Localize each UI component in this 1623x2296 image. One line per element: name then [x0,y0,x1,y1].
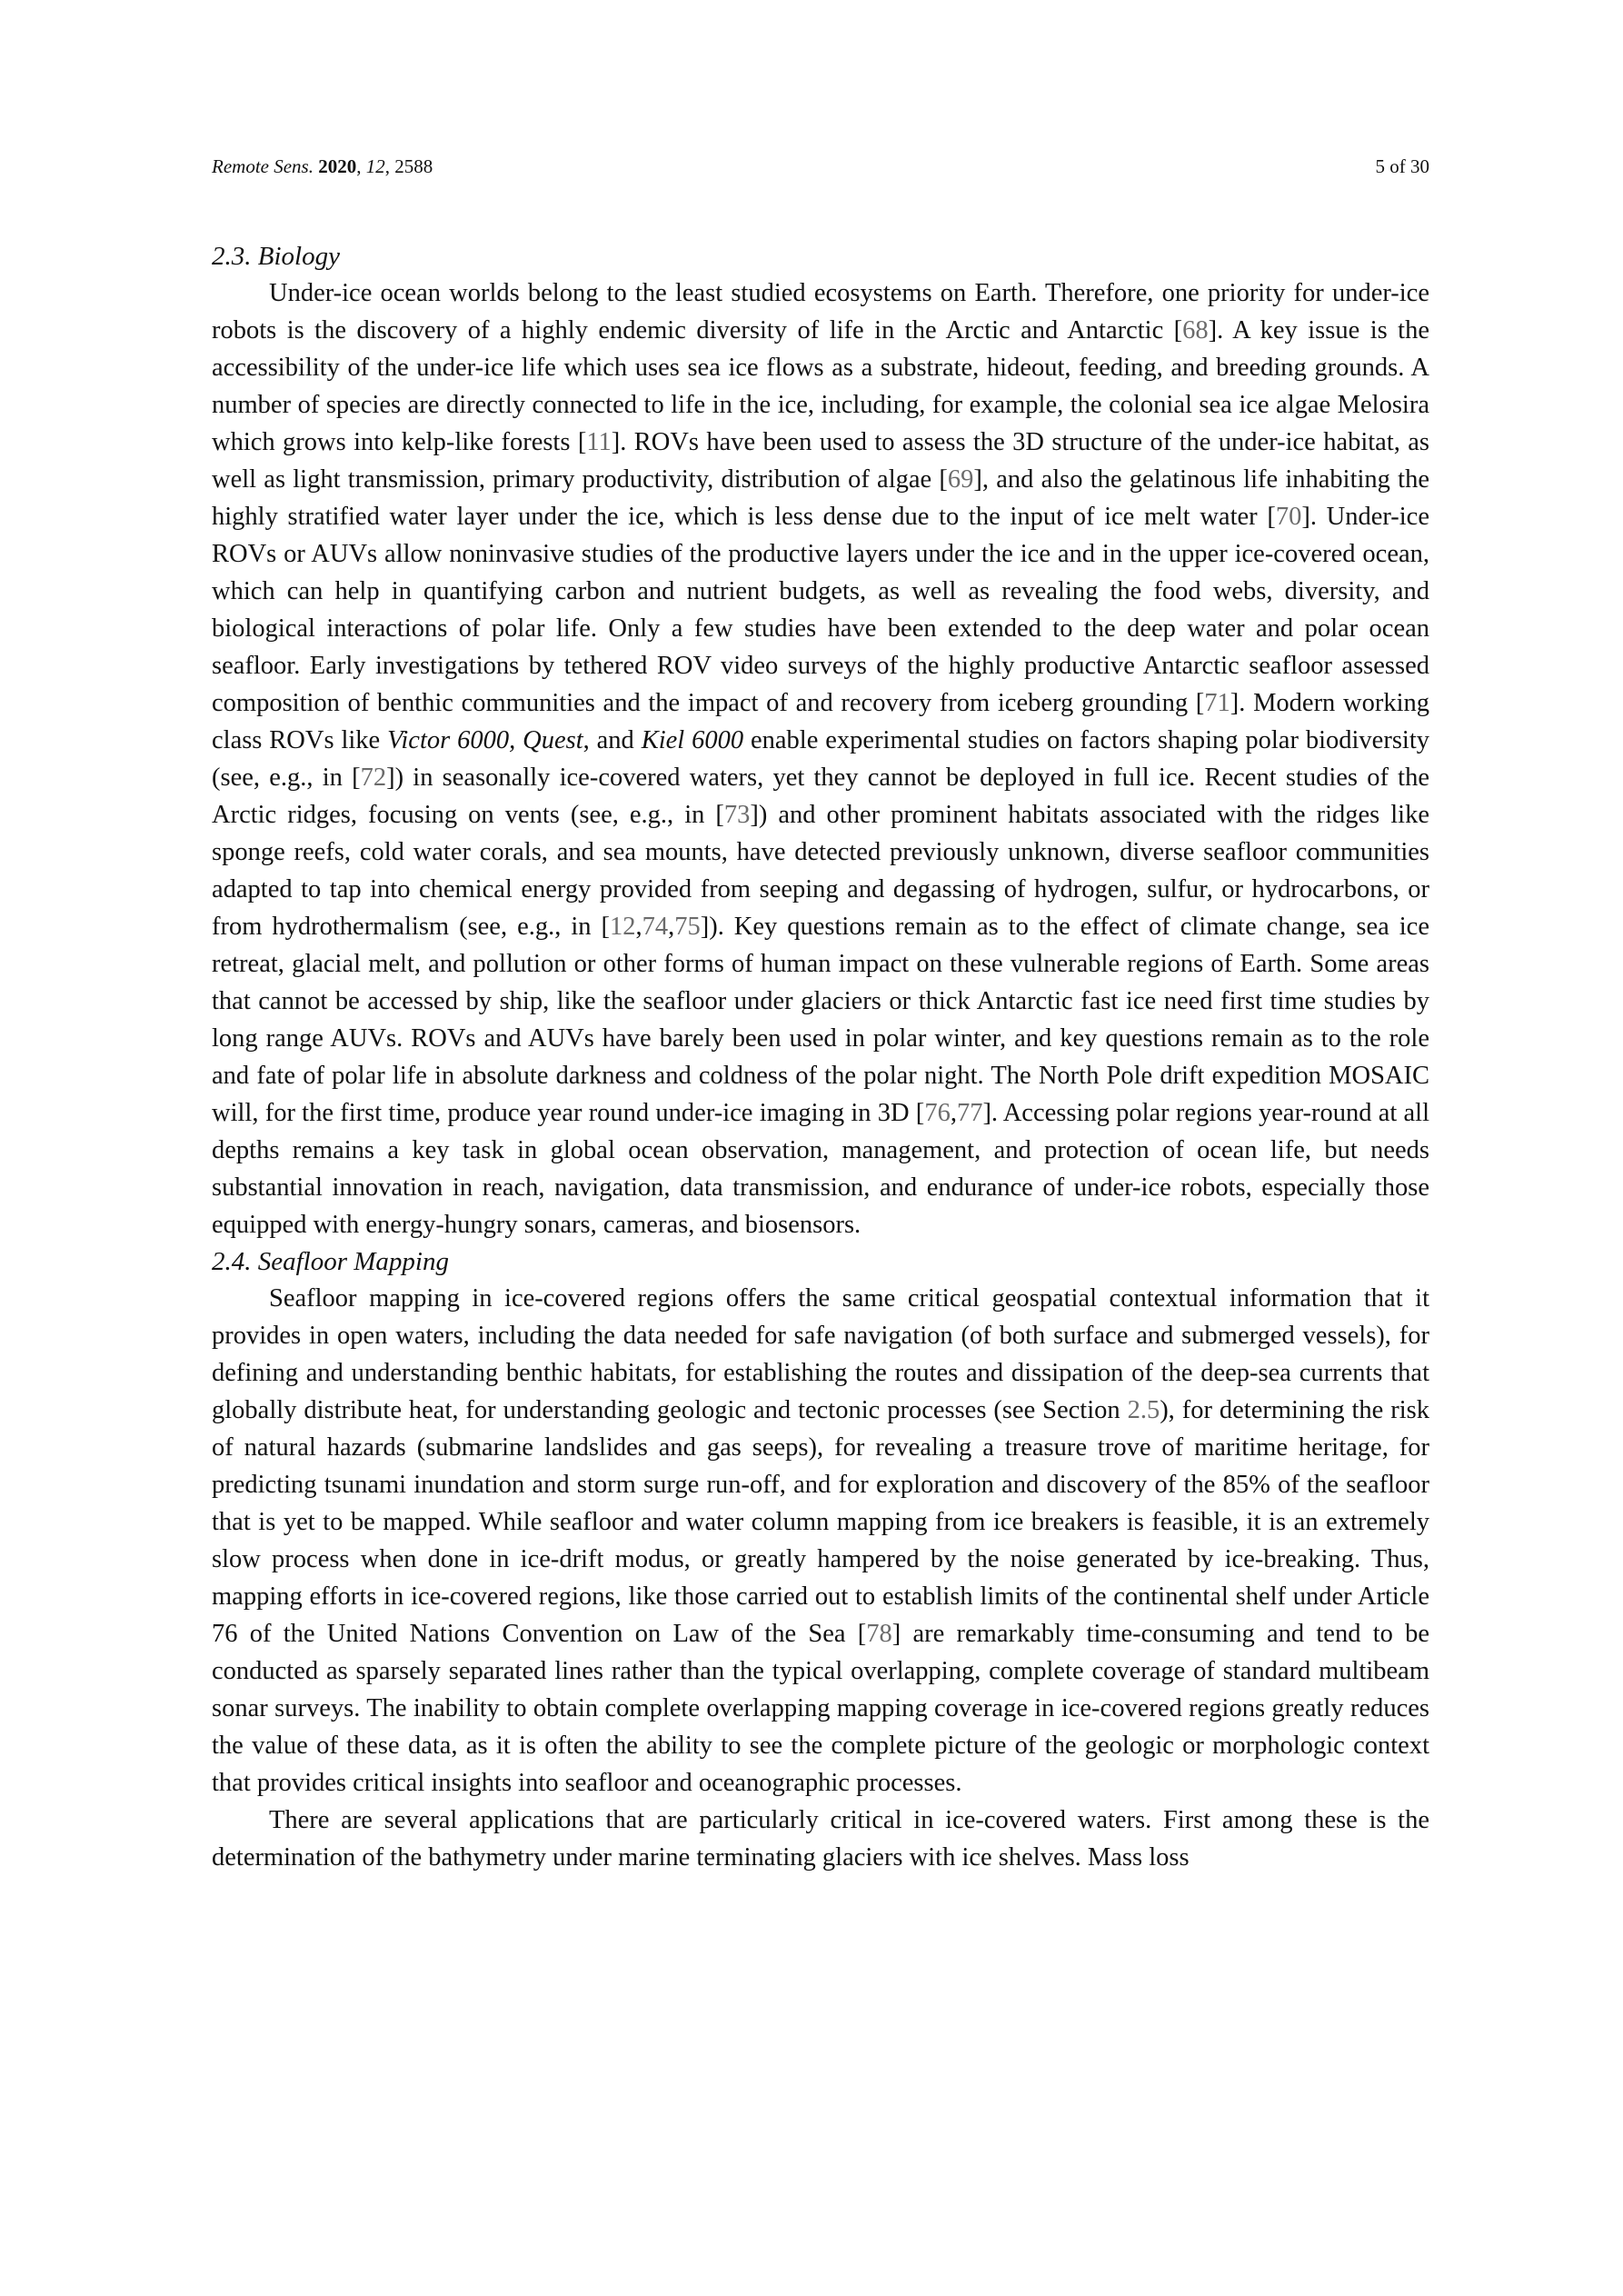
text-span: ]. Accessing polar regions year-round at all depths remains a key task in global ocean observation, management, and protection of ocean life, but needs substantial innovation in reach, navigation, data transmission, and endurance of under-ice robots, especially those equipped with energy-hungry sonars, cameras, and biosensors. [212,1099,1430,1239]
section-heading-seafloor-mapping: 2.4. Seafloor Mapping [212,1247,449,1276]
citation-link[interactable]: 70 [1275,503,1302,531]
journal-citation: Remote Sens. 2020, 12, 2588 [212,155,433,177]
biology-paragraph [212,275,1429,1243]
citation-link[interactable]: 74 [642,913,669,941]
text-span: ]) and other prominent habitats associated with the ridges like sponge reefs, cold water corals, and sea mounts, have detected previously unknown, diverse seafloor communities adapted to tap into chemical energy provided from seeping and degassing of hydrogen, sulfur, or hydrocarbons, or from hydrothermalism (see, e.g., in [ [212,801,1430,941]
journal-year: 2020 [318,155,357,177]
journal-volume: 12 [365,155,385,177]
text-span: enable experimental studies on factors shaping polar biodiversity (see, e.g., in [ [212,726,1429,792]
text-span: ]. Under-ice ROVs or AUVs allow noninvasive studies of the productive layers under the ice and in the upper ice-covered ocean, which can help in quantifying carbon and nutrient budgets, as well as revealing the food webs, diversity, and biological interactions of polar life. Only a few studies have been extended to the deep water and polar ocean seafloor. Early investigations by tethered ROV video surveys of the highly productive Antarctic seafloor assessed composition of benthic communities and the impact of and recovery from iceberg grounding [ [212,503,1429,717]
text-span: ]). Key questions remain as to the effect of climate change, sea ice retreat, glacial melt, and pollution or other forms of human impact on these vulnerable regions of Earth. Some areas that cannot be accessed by ship, like the seafloor under glaciers or thick Antarctic fast ice need first time studies by long range AUVs. ROVs and AUVs have barely been used in polar winter, and key questions remain as to the role and fate of polar life in absolute darkness and coldness of the polar night. The North Pole drift expedition MOSAIC will, for the first time, produce year round under-ice imaging in 3D [ [212,913,1429,1127]
citation-link[interactable]: 69 [947,465,974,494]
section-heading-biology: 2.3. Biology [212,242,340,271]
citation-link[interactable]: 76 [924,1099,951,1127]
citation-link[interactable]: 73 [723,801,751,829]
journal-name: Remote Sens. [212,155,314,177]
citation-link[interactable]: 78 [866,1620,892,1648]
section-link[interactable]: 2.5 [1127,1396,1160,1424]
citation-link[interactable]: 77 [956,1099,983,1127]
citation-link[interactable]: 68 [1182,316,1209,344]
seafloor-paragraph-2 [212,1802,1429,1876]
article-body [212,238,1429,1876]
text-span: ), for determining the risk of natural hazards (submarine landslides and gas seeps), for revealing a treasure trove of maritime heritage, for predicting tsunami inundation and storm surge run-off, and for exploration and discovery of the 85% of the seafloor that is yet to be mapped. While seafloor and water column mapping from ice breakers is feasible, it is an extremely slow process when done in ice-drift modus, or greatly hampered by the noise generated by ice-breaking. Thus, mapping efforts in ice-covered regions, like those carried out to establish limits of the continental shelf under Article 76 of the United Nations Convention on Law of the Sea [ [212,1396,1429,1648]
vehicle-names: Victor 6000, Quest [387,726,583,754]
citation-link[interactable]: 75 [674,913,701,941]
text-span: ]) in seasonally ice-covered waters, yet they cannot be deployed in full ice. Recent studies of the Arctic ridges, focusing on vents (see, e.g., in [ [212,764,1429,829]
text-span: , [668,913,675,941]
citation-link[interactable]: 12 [609,913,636,941]
text-span: ] are remarkably time-consuming and tend to be conducted as sparsely separated lines rather than the typical overlapping, complete coverage of standard multibeam sonar surveys. The inability to obtain complete overlapping mapping coverage in ice-covered regions greatly reduces the value of these data, as it is often the ability to see the complete picture of the geologic or morphologic context that provides critical insights into seafloor and oceanographic processes. [212,1620,1429,1797]
running-header [212,153,1429,180]
citation-link[interactable]: 72 [360,764,387,792]
citation-link[interactable]: 11 [586,428,612,456]
text-span: , [950,1099,957,1127]
text-span: ], and also the gelatinous life inhabiting the highly stratified water layer under the ice, which is less dense due to the input of ice melt water [ [212,465,1429,531]
page-number: 5 of 30 [1375,155,1429,177]
text-span: ]. A key issue is the accessibility of the under-ice life which uses sea ice flows as a substrate, hideout, feeding, and breeding grounds. A number of species are directly connected to life in the ice, including, for example, the colonial sea ice algae Melosira which grows into kelp-like forests [ [212,316,1430,456]
text-span: Under-ice ocean worlds belong to the least studied ecosystems on Earth. Therefore, one priority for under-ice robots is the discovery of a highly endemic diversity of life in the Arctic and Antarctic [ [212,279,1429,344]
text-span: There are several applications that are particularly critical in ice-covered waters. First among these is the determination of the bathymetry under marine terminating glaciers with ice shelves. Mass loss [212,1806,1429,1872]
text-span: ]. Modern working class ROVs like [212,689,1429,754]
article-number: , 2588 [384,155,433,177]
vehicle-name: Kiel 6000 [641,726,744,754]
citation-link[interactable]: 71 [1204,689,1230,717]
text-span: Seafloor mapping in ice-covered regions offers the same critical geospatial contextual information that it provides in open waters, including the data needed for safe navigation (of both surface and submerged vessels), for defining and understanding benthic habitats, for establishing the routes and dissipation of the deep-sea currents that globally distribute heat, for understanding geologic and tectonic processes (see Section [212,1284,1429,1424]
seafloor-paragraph [212,1280,1429,1802]
text-span: ]. ROVs have been used to assess the 3D structure of the under-ice habitat, as well as light transmission, primary productivity, distribution of algae [ [212,428,1429,494]
text-span: , and [582,726,642,754]
text-span: , [635,913,642,941]
